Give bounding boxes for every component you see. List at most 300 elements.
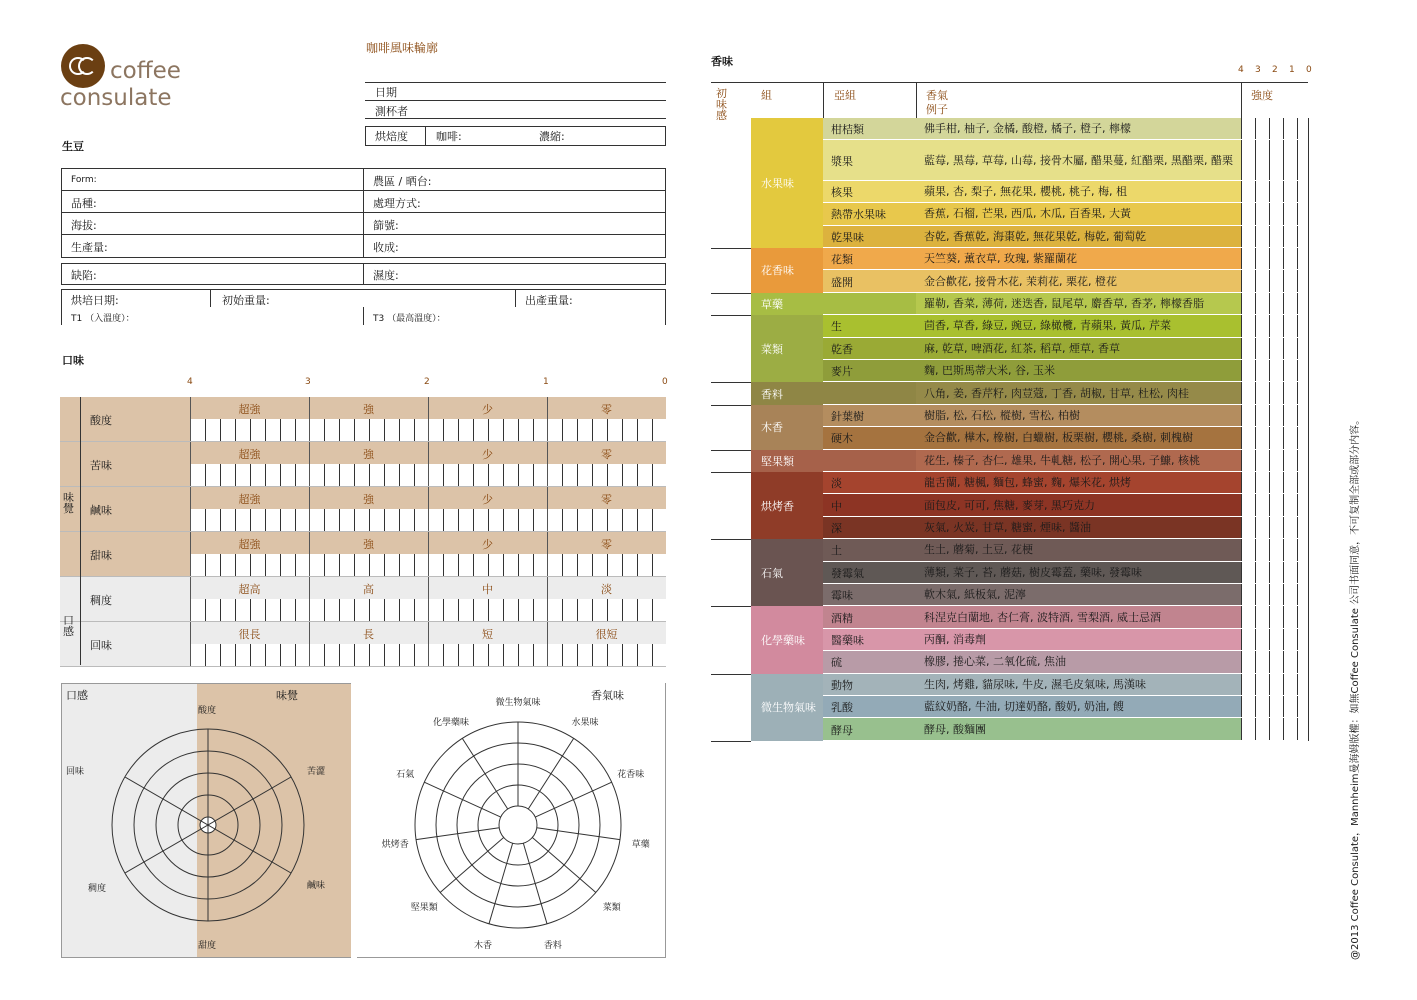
- intensity-box[interactable]: [1269, 181, 1283, 203]
- taste-tick[interactable]: [443, 599, 444, 622]
- taste-tick[interactable]: [354, 599, 355, 622]
- taste-tick[interactable]: [458, 464, 459, 487]
- taste-tick[interactable]: [592, 644, 593, 667]
- intensity-box[interactable]: [1269, 584, 1283, 606]
- intensity-box[interactable]: [1283, 517, 1297, 539]
- taste-tick[interactable]: [369, 554, 370, 577]
- taste-tick[interactable]: [607, 554, 608, 577]
- intensity-box[interactable]: [1255, 338, 1269, 360]
- intensity-box[interactable]: [1241, 651, 1255, 673]
- taste-tick[interactable]: [235, 419, 236, 442]
- taste-tick[interactable]: [592, 599, 593, 622]
- intensity-box[interactable]: [1269, 338, 1283, 360]
- taste-tick[interactable]: [473, 554, 474, 577]
- intensity-box[interactable]: [1255, 382, 1269, 404]
- taste-tick[interactable]: [607, 509, 608, 532]
- intensity-box[interactable]: [1241, 360, 1255, 382]
- taste-tick[interactable]: [190, 397, 191, 442]
- intensity-box[interactable]: [1283, 360, 1297, 382]
- taste-tick[interactable]: [354, 419, 355, 442]
- taste-tick[interactable]: [592, 419, 593, 442]
- intensity-box[interactable]: [1269, 450, 1283, 472]
- intensity-box[interactable]: [1269, 472, 1283, 494]
- taste-tick[interactable]: [324, 419, 325, 442]
- taste-tick[interactable]: [652, 599, 653, 622]
- taste-tick[interactable]: [280, 509, 281, 532]
- taste-tick[interactable]: [295, 509, 296, 532]
- taste-tick[interactable]: [503, 554, 504, 577]
- intensity-box[interactable]: [1283, 651, 1297, 673]
- intensity-box[interactable]: [1283, 293, 1297, 315]
- taste-tick[interactable]: [428, 397, 429, 442]
- taste-tick[interactable]: [399, 599, 400, 622]
- taste-tick[interactable]: [547, 397, 548, 442]
- taste-tick[interactable]: [607, 599, 608, 622]
- taste-tick[interactable]: [562, 554, 563, 577]
- taste-tick[interactable]: [190, 577, 191, 622]
- intensity-box[interactable]: [1241, 606, 1255, 628]
- taste-tick[interactable]: [488, 599, 489, 622]
- taste-tick[interactable]: [235, 554, 236, 577]
- taste-tick[interactable]: [533, 599, 534, 622]
- taste-tick[interactable]: [547, 622, 548, 667]
- taste-tick[interactable]: [339, 464, 340, 487]
- taste-tick[interactable]: [562, 509, 563, 532]
- taste-tick[interactable]: [503, 644, 504, 667]
- intensity-box[interactable]: [1283, 338, 1297, 360]
- taste-tick[interactable]: [518, 554, 519, 577]
- intensity-box[interactable]: [1255, 427, 1269, 449]
- intensity-box[interactable]: [1283, 405, 1297, 427]
- taste-tick[interactable]: [518, 509, 519, 532]
- intensity-box[interactable]: [1255, 517, 1269, 539]
- taste-tick[interactable]: [220, 464, 221, 487]
- taste-tick[interactable]: [473, 419, 474, 442]
- intensity-box[interactable]: [1269, 382, 1283, 404]
- taste-tick[interactable]: [280, 554, 281, 577]
- intensity-box[interactable]: [1283, 472, 1297, 494]
- taste-tick[interactable]: [339, 509, 340, 532]
- taste-tick[interactable]: [443, 509, 444, 532]
- taste-tick[interactable]: [250, 419, 251, 442]
- taste-tick[interactable]: [369, 599, 370, 622]
- taste-tick[interactable]: [220, 554, 221, 577]
- taste-tick[interactable]: [503, 419, 504, 442]
- taste-tick[interactable]: [622, 554, 623, 577]
- taste-tick[interactable]: [354, 509, 355, 532]
- taste-tick[interactable]: [473, 464, 474, 487]
- intensity-box[interactable]: [1283, 629, 1297, 651]
- intensity-box[interactable]: [1283, 270, 1297, 292]
- intensity-box[interactable]: [1255, 696, 1269, 718]
- intensity-box[interactable]: [1241, 562, 1255, 584]
- taste-tick[interactable]: [547, 442, 548, 487]
- taste-tick[interactable]: [547, 532, 548, 577]
- intensity-box[interactable]: [1283, 696, 1297, 718]
- intensity-box[interactable]: [1241, 517, 1255, 539]
- intensity-box[interactable]: [1255, 651, 1269, 673]
- taste-tick[interactable]: [443, 419, 444, 442]
- taste-tick[interactable]: [577, 464, 578, 487]
- taste-tick[interactable]: [488, 554, 489, 577]
- taste-tick[interactable]: [562, 464, 563, 487]
- taste-tick[interactable]: [250, 599, 251, 622]
- taste-tick[interactable]: [354, 464, 355, 487]
- taste-tick[interactable]: [458, 419, 459, 442]
- taste-tick[interactable]: [220, 509, 221, 532]
- taste-tick[interactable]: [324, 644, 325, 667]
- taste-tick[interactable]: [190, 622, 191, 667]
- taste-tick[interactable]: [443, 554, 444, 577]
- taste-tick[interactable]: [652, 509, 653, 532]
- taste-tick[interactable]: [295, 599, 296, 622]
- taste-tick[interactable]: [384, 464, 385, 487]
- taste-tick[interactable]: [309, 577, 310, 622]
- taste-tick[interactable]: [428, 532, 429, 577]
- intensity-box[interactable]: [1241, 427, 1255, 449]
- taste-tick[interactable]: [443, 644, 444, 667]
- taste-tick[interactable]: [235, 599, 236, 622]
- intensity-box[interactable]: [1269, 203, 1283, 225]
- taste-tick[interactable]: [562, 599, 563, 622]
- taste-tick[interactable]: [533, 554, 534, 577]
- taste-tick[interactable]: [339, 419, 340, 442]
- intensity-box[interactable]: [1241, 405, 1255, 427]
- intensity-box[interactable]: [1283, 140, 1297, 180]
- intensity-box[interactable]: [1269, 517, 1283, 539]
- taste-tick[interactable]: [592, 509, 593, 532]
- taste-tick[interactable]: [518, 464, 519, 487]
- intensity-box[interactable]: [1255, 405, 1269, 427]
- taste-tick[interactable]: [443, 464, 444, 487]
- taste-tick[interactable]: [235, 644, 236, 667]
- taste-tick[interactable]: [577, 509, 578, 532]
- taste-tick[interactable]: [458, 509, 459, 532]
- taste-tick[interactable]: [220, 599, 221, 622]
- taste-tick[interactable]: [205, 554, 206, 577]
- intensity-box[interactable]: [1269, 293, 1283, 315]
- taste-tick[interactable]: [488, 419, 489, 442]
- taste-tick[interactable]: [414, 554, 415, 577]
- intensity-box[interactable]: [1255, 203, 1269, 225]
- taste-tick[interactable]: [607, 464, 608, 487]
- taste-tick[interactable]: [324, 554, 325, 577]
- taste-tick[interactable]: [637, 509, 638, 532]
- intensity-box[interactable]: [1255, 472, 1269, 494]
- taste-tick[interactable]: [577, 599, 578, 622]
- intensity-box[interactable]: [1269, 427, 1283, 449]
- taste-tick[interactable]: [577, 644, 578, 667]
- taste-tick[interactable]: [399, 509, 400, 532]
- taste-tick[interactable]: [577, 554, 578, 577]
- taste-tick[interactable]: [369, 464, 370, 487]
- taste-tick[interactable]: [518, 419, 519, 442]
- taste-tick[interactable]: [458, 599, 459, 622]
- intensity-box[interactable]: [1255, 118, 1269, 140]
- intensity-box[interactable]: [1283, 315, 1297, 337]
- intensity-box[interactable]: [1241, 248, 1255, 270]
- taste-tick[interactable]: [488, 509, 489, 532]
- intensity-box[interactable]: [1269, 248, 1283, 270]
- taste-tick[interactable]: [428, 487, 429, 532]
- taste-tick[interactable]: [250, 554, 251, 577]
- taste-tick[interactable]: [354, 644, 355, 667]
- taste-tick[interactable]: [547, 487, 548, 532]
- intensity-box[interactable]: [1241, 181, 1255, 203]
- taste-tick[interactable]: [369, 644, 370, 667]
- intensity-box[interactable]: [1241, 315, 1255, 337]
- taste-tick[interactable]: [280, 599, 281, 622]
- taste-tick[interactable]: [652, 464, 653, 487]
- taste-tick[interactable]: [562, 644, 563, 667]
- taste-tick[interactable]: [324, 599, 325, 622]
- intensity-box[interactable]: [1269, 494, 1283, 516]
- intensity-box[interactable]: [1255, 270, 1269, 292]
- taste-tick[interactable]: [414, 464, 415, 487]
- taste-tick[interactable]: [190, 532, 191, 577]
- taste-tick[interactable]: [190, 487, 191, 532]
- taste-tick[interactable]: [592, 464, 593, 487]
- intensity-box[interactable]: [1283, 382, 1297, 404]
- taste-tick[interactable]: [235, 464, 236, 487]
- taste-tick[interactable]: [414, 509, 415, 532]
- intensity-box[interactable]: [1255, 629, 1269, 651]
- taste-tick[interactable]: [384, 509, 385, 532]
- taste-tick[interactable]: [428, 622, 429, 667]
- taste-tick[interactable]: [637, 464, 638, 487]
- intensity-box[interactable]: [1283, 450, 1297, 472]
- intensity-box[interactable]: [1241, 539, 1255, 561]
- intensity-box[interactable]: [1269, 405, 1283, 427]
- taste-tick[interactable]: [637, 419, 638, 442]
- taste-tick[interactable]: [205, 644, 206, 667]
- taste-tick[interactable]: [652, 644, 653, 667]
- taste-tick[interactable]: [592, 554, 593, 577]
- taste-tick[interactable]: [622, 419, 623, 442]
- taste-tick[interactable]: [309, 397, 310, 442]
- taste-tick[interactable]: [652, 419, 653, 442]
- intensity-box[interactable]: [1269, 140, 1283, 180]
- taste-tick[interactable]: [205, 599, 206, 622]
- intensity-box[interactable]: [1255, 450, 1269, 472]
- taste-tick[interactable]: [562, 419, 563, 442]
- intensity-box[interactable]: [1241, 674, 1255, 696]
- taste-tick[interactable]: [637, 599, 638, 622]
- taste-tick[interactable]: [607, 644, 608, 667]
- taste-tick[interactable]: [354, 554, 355, 577]
- taste-tick[interactable]: [220, 419, 221, 442]
- intensity-box[interactable]: [1269, 718, 1283, 740]
- taste-tick[interactable]: [190, 442, 191, 487]
- taste-tick[interactable]: [295, 464, 296, 487]
- intensity-box[interactable]: [1255, 674, 1269, 696]
- taste-tick[interactable]: [205, 464, 206, 487]
- taste-tick[interactable]: [339, 599, 340, 622]
- intensity-box[interactable]: [1255, 140, 1269, 180]
- taste-tick[interactable]: [280, 644, 281, 667]
- taste-tick[interactable]: [265, 464, 266, 487]
- intensity-box[interactable]: [1283, 674, 1297, 696]
- taste-tick[interactable]: [280, 464, 281, 487]
- taste-tick[interactable]: [399, 464, 400, 487]
- taste-tick[interactable]: [295, 419, 296, 442]
- taste-tick[interactable]: [399, 419, 400, 442]
- intensity-box[interactable]: [1241, 584, 1255, 606]
- taste-tick[interactable]: [577, 419, 578, 442]
- taste-tick[interactable]: [250, 644, 251, 667]
- intensity-box[interactable]: [1269, 696, 1283, 718]
- taste-tick[interactable]: [622, 509, 623, 532]
- taste-tick[interactable]: [265, 554, 266, 577]
- intensity-box[interactable]: [1283, 539, 1297, 561]
- intensity-box[interactable]: [1241, 293, 1255, 315]
- intensity-box[interactable]: [1241, 472, 1255, 494]
- taste-tick[interactable]: [369, 419, 370, 442]
- intensity-box[interactable]: [1241, 382, 1255, 404]
- taste-tick[interactable]: [280, 419, 281, 442]
- intensity-box[interactable]: [1283, 118, 1297, 140]
- intensity-box[interactable]: [1255, 539, 1269, 561]
- taste-tick[interactable]: [265, 419, 266, 442]
- intensity-box[interactable]: [1255, 248, 1269, 270]
- intensity-box[interactable]: [1283, 562, 1297, 584]
- intensity-box[interactable]: [1241, 494, 1255, 516]
- intensity-box[interactable]: [1241, 629, 1255, 651]
- taste-tick[interactable]: [473, 599, 474, 622]
- intensity-box[interactable]: [1269, 360, 1283, 382]
- intensity-box[interactable]: [1241, 226, 1255, 248]
- intensity-box[interactable]: [1255, 562, 1269, 584]
- intensity-box[interactable]: [1269, 651, 1283, 673]
- taste-tick[interactable]: [533, 644, 534, 667]
- taste-tick[interactable]: [384, 644, 385, 667]
- intensity-box[interactable]: [1283, 494, 1297, 516]
- taste-tick[interactable]: [473, 509, 474, 532]
- taste-tick[interactable]: [250, 509, 251, 532]
- intensity-box[interactable]: [1283, 203, 1297, 225]
- taste-tick[interactable]: [324, 464, 325, 487]
- intensity-box[interactable]: [1283, 606, 1297, 628]
- taste-tick[interactable]: [607, 419, 608, 442]
- intensity-box[interactable]: [1255, 494, 1269, 516]
- taste-tick[interactable]: [295, 644, 296, 667]
- intensity-box[interactable]: [1241, 270, 1255, 292]
- taste-tick[interactable]: [205, 419, 206, 442]
- intensity-box[interactable]: [1283, 248, 1297, 270]
- intensity-box[interactable]: [1241, 450, 1255, 472]
- taste-tick[interactable]: [384, 599, 385, 622]
- intensity-box[interactable]: [1241, 696, 1255, 718]
- taste-tick[interactable]: [384, 554, 385, 577]
- intensity-box[interactable]: [1283, 427, 1297, 449]
- intensity-box[interactable]: [1255, 315, 1269, 337]
- taste-tick[interactable]: [384, 419, 385, 442]
- taste-tick[interactable]: [309, 487, 310, 532]
- intensity-box[interactable]: [1283, 718, 1297, 740]
- taste-tick[interactable]: [473, 644, 474, 667]
- intensity-box[interactable]: [1241, 338, 1255, 360]
- intensity-box[interactable]: [1255, 226, 1269, 248]
- taste-tick[interactable]: [414, 599, 415, 622]
- taste-tick[interactable]: [503, 509, 504, 532]
- intensity-box[interactable]: [1255, 718, 1269, 740]
- intensity-box[interactable]: [1269, 226, 1283, 248]
- taste-tick[interactable]: [324, 509, 325, 532]
- intensity-box[interactable]: [1255, 606, 1269, 628]
- taste-tick[interactable]: [637, 644, 638, 667]
- taste-tick[interactable]: [309, 622, 310, 667]
- taste-tick[interactable]: [220, 644, 221, 667]
- taste-tick[interactable]: [458, 644, 459, 667]
- taste-tick[interactable]: [309, 532, 310, 577]
- intensity-box[interactable]: [1283, 584, 1297, 606]
- intensity-box[interactable]: [1255, 181, 1269, 203]
- intensity-box[interactable]: [1269, 118, 1283, 140]
- taste-tick[interactable]: [547, 577, 548, 622]
- intensity-box[interactable]: [1283, 181, 1297, 203]
- taste-tick[interactable]: [622, 599, 623, 622]
- taste-tick[interactable]: [369, 509, 370, 532]
- taste-tick[interactable]: [428, 577, 429, 622]
- taste-tick[interactable]: [503, 464, 504, 487]
- intensity-box[interactable]: [1241, 118, 1255, 140]
- taste-tick[interactable]: [533, 464, 534, 487]
- intensity-box[interactable]: [1255, 360, 1269, 382]
- intensity-box[interactable]: [1255, 293, 1269, 315]
- taste-tick[interactable]: [458, 554, 459, 577]
- taste-tick[interactable]: [205, 509, 206, 532]
- taste-tick[interactable]: [428, 442, 429, 487]
- intensity-box[interactable]: [1241, 140, 1255, 180]
- taste-tick[interactable]: [622, 464, 623, 487]
- taste-tick[interactable]: [265, 599, 266, 622]
- taste-tick[interactable]: [503, 599, 504, 622]
- taste-tick[interactable]: [488, 644, 489, 667]
- taste-tick[interactable]: [399, 554, 400, 577]
- taste-tick[interactable]: [518, 644, 519, 667]
- intensity-box[interactable]: [1241, 718, 1255, 740]
- taste-tick[interactable]: [488, 464, 489, 487]
- taste-tick[interactable]: [250, 464, 251, 487]
- taste-tick[interactable]: [265, 644, 266, 667]
- taste-tick[interactable]: [295, 554, 296, 577]
- taste-tick[interactable]: [309, 442, 310, 487]
- taste-tick[interactable]: [533, 509, 534, 532]
- intensity-box[interactable]: [1269, 674, 1283, 696]
- taste-tick[interactable]: [265, 509, 266, 532]
- taste-tick[interactable]: [235, 509, 236, 532]
- intensity-box[interactable]: [1269, 539, 1283, 561]
- taste-tick[interactable]: [652, 554, 653, 577]
- taste-tick[interactable]: [518, 599, 519, 622]
- taste-tick[interactable]: [637, 554, 638, 577]
- taste-tick[interactable]: [533, 419, 534, 442]
- intensity-box[interactable]: [1269, 270, 1283, 292]
- taste-tick[interactable]: [622, 644, 623, 667]
- taste-tick[interactable]: [399, 644, 400, 667]
- taste-tick[interactable]: [339, 644, 340, 667]
- taste-tick[interactable]: [339, 554, 340, 577]
- intensity-box[interactable]: [1269, 562, 1283, 584]
- intensity-box[interactable]: [1255, 584, 1269, 606]
- intensity-box[interactable]: [1269, 606, 1283, 628]
- intensity-box[interactable]: [1241, 203, 1255, 225]
- intensity-box[interactable]: [1269, 315, 1283, 337]
- intensity-box[interactable]: [1269, 629, 1283, 651]
- intensity-box[interactable]: [1283, 226, 1297, 248]
- taste-tick[interactable]: [414, 419, 415, 442]
- taste-tick[interactable]: [414, 644, 415, 667]
